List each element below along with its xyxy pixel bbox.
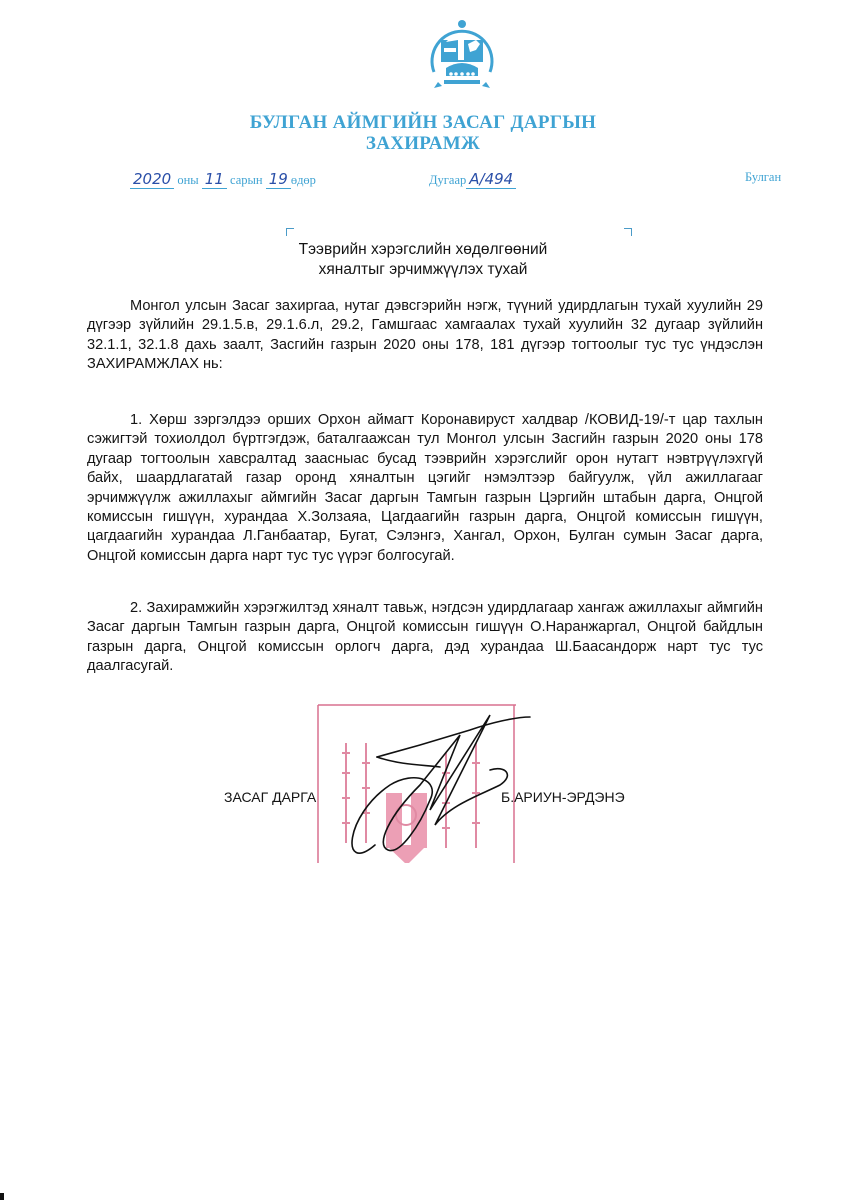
number-value: А/494: [466, 170, 516, 189]
day-suffix: өдөр: [290, 173, 316, 187]
date-line: [130, 170, 316, 189]
year-suffix: оны: [177, 173, 199, 187]
subject-line-2: хяналтыг эрчимжүүлэх тухай: [318, 261, 528, 278]
order-item-1: [87, 411, 763, 566]
document-type-heading: ЗАХИРАМЖ: [365, 133, 481, 154]
issuer-heading: БУЛГАН АЙМГИЙН ЗАСАГ ДАРГЫН: [249, 112, 597, 133]
state-emblem-icon: [424, 12, 500, 92]
subject-corner-right: [624, 228, 632, 236]
order-item-2: [87, 599, 763, 677]
order-item-1-text: 1. Хөрш зэргэлдээ орших Орхон аймагт Коронавируст халдвар /КОВИД-19/-т цар тахлын сэжигтэй тохиолдол бүртгэгдэж, баталгаажсан тул Монгол улсын Засгийн газрын 2020 оны 178 дугаар тогтоолын хавсралтад заасныас бусад тээврийн хэрэгслийг орон нутагт нэвтрүүлэхгүй байх, шаардлагатай газар оронд хяналтын цэгийг нэмэлтээр байгуулж, үйл ажиллагааг эрчимжүүлж ажиллахыг аймгийн Засаг даргын Тамгын газрын Цэргийн штабын дарга, Онцгой комиссын гишүүн, хурандаа Х.Золзаяа, Цагдаагийн газрын дарга, Онцгой комиссын гишүүн, цагдаагийн хурандаа Л.Ганбаатар, Бугат, Сэлэнгэ, Хангал, Орхон, Булган сумын Засаг дарга, Онцгой комиссын дарга нарт тус тус үүрэг болгосугай.: [87, 412, 763, 564]
month-suffix: сарын: [230, 173, 263, 187]
issue-place: Булган: [745, 170, 782, 184]
preamble-text: Монгол улсын Засаг захиргаа, нутаг дэвсгэрийн нэгж, түүний удирдлагын тухай хуулийн 29 дүгээр зүйлийн 29.1.5.в, 29.1.6.л, 29.2, Гамшгаас хамгаалах тухай хуулийн 32 дугаар зүйлийн 32.1.1, 32.1.8 дахь заалт, Засгийн газрын 2020 оны 178, 181 дүгээр тогтоолыг тус тус үндэслэн ЗАХИРАМЖЛАХ нь:: [87, 298, 763, 373]
number-label: Дугаар: [429, 173, 467, 187]
signatory-name: Б.АРИУН-ЭРДЭНЭ: [501, 789, 625, 805]
date-year: 2020: [130, 170, 174, 189]
signatory-title: ЗАСАГ ДАРГА: [224, 789, 317, 805]
subject-title: [0, 240, 846, 280]
date-day: 19: [266, 170, 291, 189]
preamble-paragraph: [87, 297, 763, 375]
order-item-2-text: 2. Захирамжийн хэрэгжилтэд хяналт тавьж, нэгдсэн удирдлагаар хангаж ажиллахыг аймгийн Засаг даргын Тамгын газрын дарга, Онцгой комиссын гишүүн О.Наранжаргал, Онцгой байдлын газрын дарга, Онцгой комиссын орлогч дарга, дэд хурандаа Ш.Баасандорж нарт тус тус даалгасугай.: [87, 600, 763, 675]
document-number: [429, 170, 516, 189]
date-month: 11: [202, 170, 227, 189]
scan-edge-mark: [0, 1193, 4, 1200]
subject-line-1: Тээврийн хэрэгслийн хөдөлгөөний: [298, 241, 548, 258]
subject-corner-left: [286, 228, 294, 236]
